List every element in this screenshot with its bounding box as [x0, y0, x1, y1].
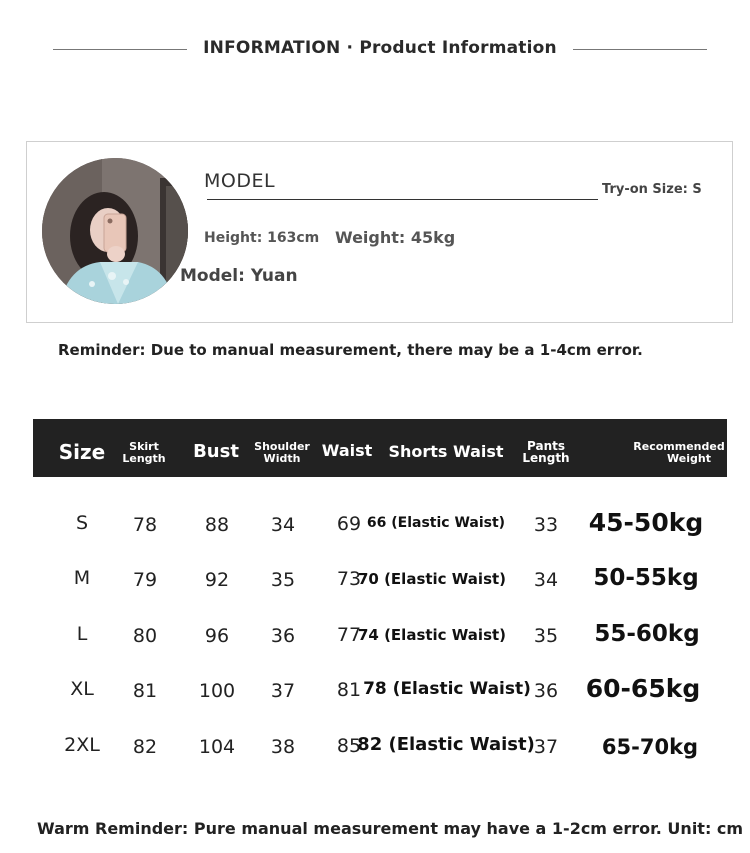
header-divider-right: [573, 49, 707, 50]
header-size: Size: [58, 440, 106, 464]
model-label: MODEL: [204, 170, 276, 192]
model-photo-illustration: [42, 158, 188, 304]
cell-skirt: 78: [132, 514, 158, 536]
cell-weight: 55-60kg: [594, 621, 700, 647]
cell-size: S: [75, 512, 89, 534]
cell-shorts-waist: 82 (Elastic Waist): [357, 734, 535, 755]
cell-weight: 45-50kg: [588, 508, 704, 537]
cell-size: L: [76, 623, 88, 645]
cell-shoulder: 34: [270, 514, 296, 536]
header-waist: Waist: [321, 441, 373, 460]
header-recommended-weight: Recommended Weight: [633, 440, 725, 465]
model-name: Model: Yuan: [180, 266, 298, 286]
model-avatar: [42, 158, 188, 304]
cell-shoulder: 38: [270, 736, 296, 758]
cell-skirt: 82: [132, 736, 158, 758]
cell-waist: 69: [336, 513, 362, 535]
header-bust: Bust: [193, 441, 239, 462]
header-pants-length: Pants Length: [522, 439, 570, 465]
model-underline: [207, 199, 598, 200]
model-height: Height: 163cm: [204, 230, 320, 246]
cell-weight: 60-65kg: [585, 674, 701, 703]
cell-waist: 77: [336, 624, 362, 646]
cell-skirt: 81: [132, 680, 158, 702]
cell-pants: 33: [533, 514, 559, 536]
cell-waist: 81: [336, 679, 362, 701]
header-shorts-waist: Shorts Waist: [388, 442, 504, 461]
header-skirt-length: Skirt Length: [122, 440, 166, 465]
cell-size: M: [73, 567, 91, 589]
cell-skirt: 79: [132, 569, 158, 591]
cell-pants: 37: [533, 736, 559, 758]
cell-shorts-waist: 74 (Elastic Waist): [357, 626, 507, 644]
cell-size: XL: [70, 678, 94, 700]
cell-bust: 88: [204, 514, 230, 536]
cell-shoulder: 35: [270, 569, 296, 591]
cell-weight: 50-55kg: [593, 565, 699, 591]
cell-bust: 100: [198, 680, 236, 702]
cell-shorts-waist: 66 (Elastic Waist): [366, 515, 506, 531]
cell-waist: 85: [336, 735, 362, 757]
size-table-header: [33, 419, 727, 477]
header-shoulder-width: Shoulder Width: [254, 440, 310, 465]
tryon-size: Try-on Size: S: [602, 182, 702, 197]
cell-waist: 73: [336, 568, 362, 590]
cell-bust: 104: [198, 736, 236, 758]
cell-size: 2XL: [64, 734, 100, 756]
cell-shorts-waist: 78 (Elastic Waist): [363, 679, 531, 699]
cell-bust: 92: [204, 569, 230, 591]
cell-pants: 35: [533, 625, 559, 647]
warm-reminder: Warm Reminder: Pure manual measurement may have a 1-2cm error. Unit: cm: [37, 819, 744, 838]
cell-shorts-waist: 70 (Elastic Waist): [357, 570, 507, 588]
cell-pants: 34: [533, 569, 559, 591]
cell-skirt: 80: [132, 625, 158, 647]
model-card: [26, 141, 733, 323]
cell-weight: 65-70kg: [601, 735, 699, 759]
measurement-reminder: Reminder: Due to manual measurement, there may be a 1-4cm error.: [58, 341, 643, 359]
cell-bust: 96: [204, 625, 230, 647]
cell-pants: 36: [533, 680, 559, 702]
section-title: INFORMATION · Product Information: [203, 38, 557, 58]
cell-shoulder: 37: [270, 680, 296, 702]
model-weight: Weight: 45kg: [335, 228, 456, 247]
cell-shoulder: 36: [270, 625, 296, 647]
